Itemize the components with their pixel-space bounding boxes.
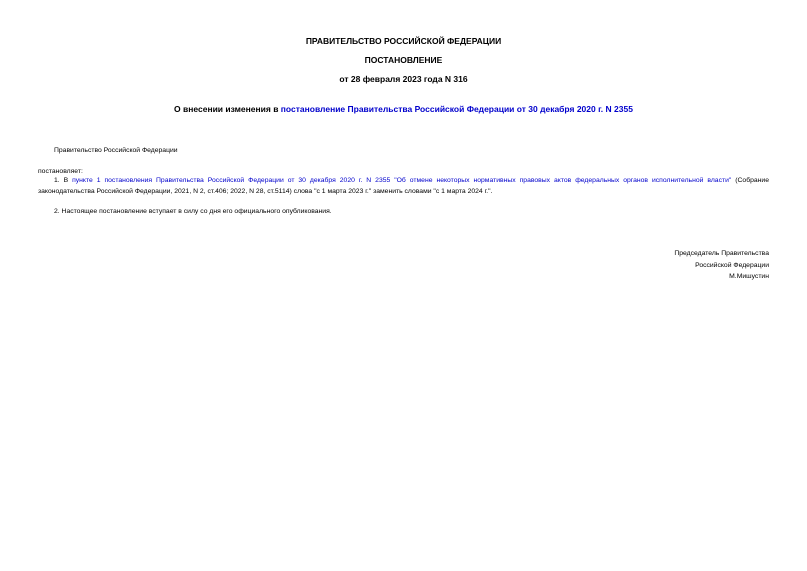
item1-suffix: (Собрание законодательства Российской Федерации, 2021, N 2, ст.406; 2022, N 28, ст.5114) слова "с 1 марта 2023 г." заменить словами "с 1 марта 2024 г.". [38, 177, 769, 195]
issuer-text: Правительство Российской Федерации [54, 147, 178, 154]
signature-line-3: М.Мишустин [729, 273, 769, 280]
item1-decree-link[interactable]: пункте 1 постановления Правительства Российской Федерации от 30 декабря 2020 г. N 2355 "Об отмене некоторых нормативных правовых актов федеральных органов исполнительной власти" [72, 177, 732, 184]
paragraph-item-1 [38, 176, 769, 197]
government-heading: ПРАВИТЕЛЬСТВО РОССИЙСКОЙ ФЕДЕРАЦИИ [305, 36, 502, 46]
item1-prefix: 1. В [54, 177, 73, 184]
document-title [0, 104, 807, 115]
signature-line-1: Председатель Правительства [674, 250, 769, 257]
title-decree-link[interactable]: постановление Правительства Российской Федерации от 30 декабря 2020 г. N 2355 [280, 104, 633, 114]
document-date-number: от 28 февраля 2023 года N 316 [339, 74, 468, 84]
title-prefix: О внесении изменения в [174, 104, 281, 114]
decrees-text: постановляет: [38, 168, 83, 175]
signature-block [674, 248, 769, 283]
paragraph-item-2: 2. Настоящее постановление вступает в силу со дня его официального опубликования. [54, 208, 332, 215]
signature-line-2: Российской Федерации [695, 261, 769, 269]
document-type-heading: ПОСТАНОВЛЕНИЕ [364, 55, 443, 65]
